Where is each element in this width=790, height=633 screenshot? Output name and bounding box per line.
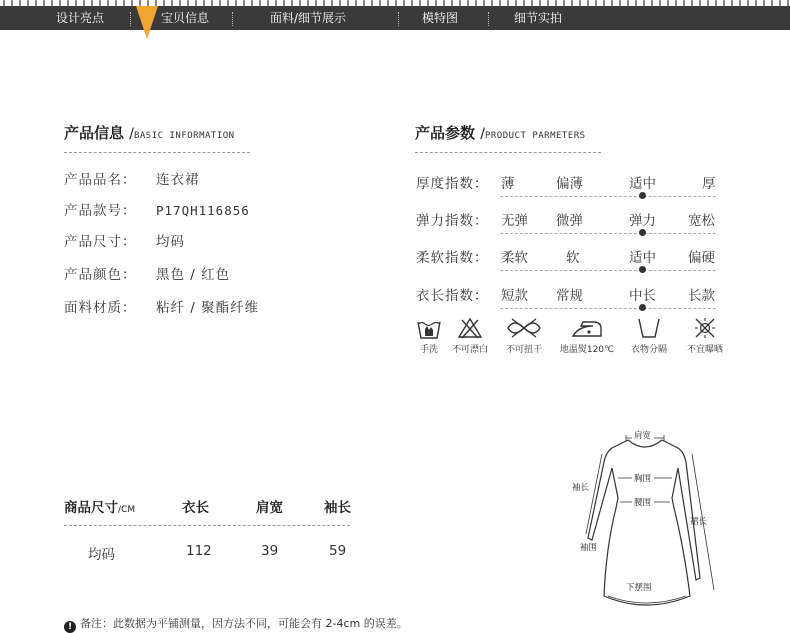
param-option: 无弹 xyxy=(501,213,528,229)
divider xyxy=(64,152,250,153)
care-item xyxy=(680,316,730,362)
neckline xyxy=(628,440,662,447)
care-label: 地温熨120℃ xyxy=(559,345,615,355)
param-option: 柔软 xyxy=(501,250,528,266)
nav-tab-design[interactable]: 设计亮点 xyxy=(56,11,105,25)
info-label: 产品尺寸： xyxy=(64,234,137,250)
divider xyxy=(415,152,601,153)
param-option: 宽松 xyxy=(688,213,715,229)
title-slash: / xyxy=(129,126,134,142)
size-cell-shoulder: 39 xyxy=(261,543,279,559)
param-scale-line xyxy=(500,233,716,234)
care-label: 不宜曝晒 xyxy=(686,345,723,355)
nav-tab-details[interactable]: 细节实拍 xyxy=(514,11,563,25)
diagram-label-length: 裙长 xyxy=(690,517,708,527)
info-row xyxy=(64,263,230,283)
param-selected-dot xyxy=(639,266,646,273)
params-title xyxy=(415,122,586,143)
info-value: 黑色 / 红色 xyxy=(156,267,231,283)
dress-measurement-diagram xyxy=(566,428,726,620)
param-option: 短款 xyxy=(501,288,528,304)
param-row-elasticity xyxy=(416,209,718,229)
divider xyxy=(64,525,350,526)
no-wring-icon xyxy=(504,316,544,340)
diagram-label-cuff: 袖围 xyxy=(580,543,598,553)
size-table-title xyxy=(64,496,135,516)
info-row xyxy=(64,168,200,188)
nav-separator xyxy=(130,12,131,26)
care-item xyxy=(624,316,674,362)
info-value: 粘纤 / 聚酯纤维 xyxy=(156,300,260,316)
basic-info-subtitle: BASIC INFORMATION xyxy=(133,131,235,141)
nav-bar xyxy=(0,6,790,30)
param-scale-line xyxy=(500,308,716,309)
no-sun-icon xyxy=(692,316,718,340)
param-scale-line xyxy=(500,270,716,271)
nav-separator xyxy=(232,12,233,26)
info-label: 面料材质： xyxy=(64,300,137,316)
param-option: 软 xyxy=(566,250,580,266)
size-cell-sleeve: 59 xyxy=(329,543,347,559)
iron-low-icon xyxy=(569,316,605,340)
params-subtitle: PRODUCT PARMETERS xyxy=(484,131,586,141)
active-tab-arrow-icon xyxy=(136,6,158,39)
basic-info-title xyxy=(64,122,235,143)
param-scale-line xyxy=(500,196,716,197)
exclamation-icon: ! xyxy=(64,621,76,633)
separate-wash-icon xyxy=(636,316,662,340)
param-option: 厚 xyxy=(702,176,716,192)
info-label: 产品颜色： xyxy=(64,267,137,283)
hand-wash-icon xyxy=(416,316,442,340)
care-item xyxy=(414,316,444,362)
param-row-thickness xyxy=(416,172,718,192)
nav-separator xyxy=(488,12,489,26)
size-cell-size: 均码 xyxy=(88,547,115,563)
care-item xyxy=(447,316,493,362)
nav-tab-product-info[interactable]: 宝贝信息 xyxy=(161,11,210,25)
nav-tab-fabric[interactable]: 面料/细节展示 xyxy=(270,11,347,25)
care-label: 手洗 xyxy=(419,345,438,355)
no-bleach-icon xyxy=(457,316,483,340)
params-title-text: 产品参数 xyxy=(415,124,476,142)
param-selected-dot xyxy=(639,192,646,199)
param-option: 常规 xyxy=(556,288,583,304)
basic-info-title-text: 产品信息 xyxy=(64,124,125,142)
size-header-length: 衣长 xyxy=(182,500,209,516)
diagram-label-chest: 胸围 xyxy=(634,474,652,484)
param-option: 适中 xyxy=(629,250,656,266)
info-label: 产品款号： xyxy=(64,203,137,219)
care-label: 不可扭干 xyxy=(505,345,542,355)
diagram-label-waist: 腰围 xyxy=(634,498,652,508)
care-item xyxy=(556,316,618,362)
diagram-label-sleeve: 袖长 xyxy=(572,483,590,493)
diagram-label-shoulder: 肩宽 xyxy=(634,431,652,441)
param-option: 弹力 xyxy=(629,213,656,229)
size-header-sleeve: 袖长 xyxy=(324,500,351,516)
nav-tab-model[interactable]: 模特图 xyxy=(422,11,459,25)
param-option: 中长 xyxy=(629,288,656,304)
param-option: 微弹 xyxy=(556,213,583,229)
size-unit: /CM xyxy=(118,505,136,515)
care-label: 衣物分隔 xyxy=(630,345,667,355)
info-value: 连衣裙 xyxy=(156,172,200,188)
param-row-softness xyxy=(416,246,718,266)
param-row-length xyxy=(416,284,718,304)
info-value: P17QH116856 xyxy=(156,203,250,218)
param-selected-dot xyxy=(639,229,646,236)
param-option: 薄 xyxy=(501,176,515,192)
info-row xyxy=(64,230,185,250)
info-label: 产品品名： xyxy=(64,172,137,188)
param-label: 弹力指数： xyxy=(416,213,489,229)
param-option: 偏薄 xyxy=(556,176,583,192)
nav-separator xyxy=(398,12,399,26)
note-text: 备注：此数据为平铺测量，因方法不同，可能会有 2-4cm 的误差。 xyxy=(80,617,408,630)
size-header-shoulder: 肩宽 xyxy=(256,500,283,516)
care-label: 不可漂白 xyxy=(451,345,488,355)
param-option: 适中 xyxy=(629,176,656,192)
param-label: 厚度指数： xyxy=(416,176,489,192)
param-selected-dot xyxy=(639,304,646,311)
size-table-title-text: 商品尺寸 xyxy=(64,500,118,516)
info-row xyxy=(64,199,250,219)
param-label: 柔软指数： xyxy=(416,250,489,266)
param-option: 偏硬 xyxy=(688,250,715,266)
care-item xyxy=(501,316,547,362)
title-slash: / xyxy=(480,126,485,142)
param-option: 长款 xyxy=(688,288,715,304)
param-label: 衣长指数： xyxy=(416,288,489,304)
info-row xyxy=(64,296,259,316)
measurement-note xyxy=(64,615,408,633)
size-cell-length: 112 xyxy=(186,543,212,559)
diagram-label-hem: 下摆围 xyxy=(626,583,652,593)
info-value: 均码 xyxy=(156,234,185,250)
